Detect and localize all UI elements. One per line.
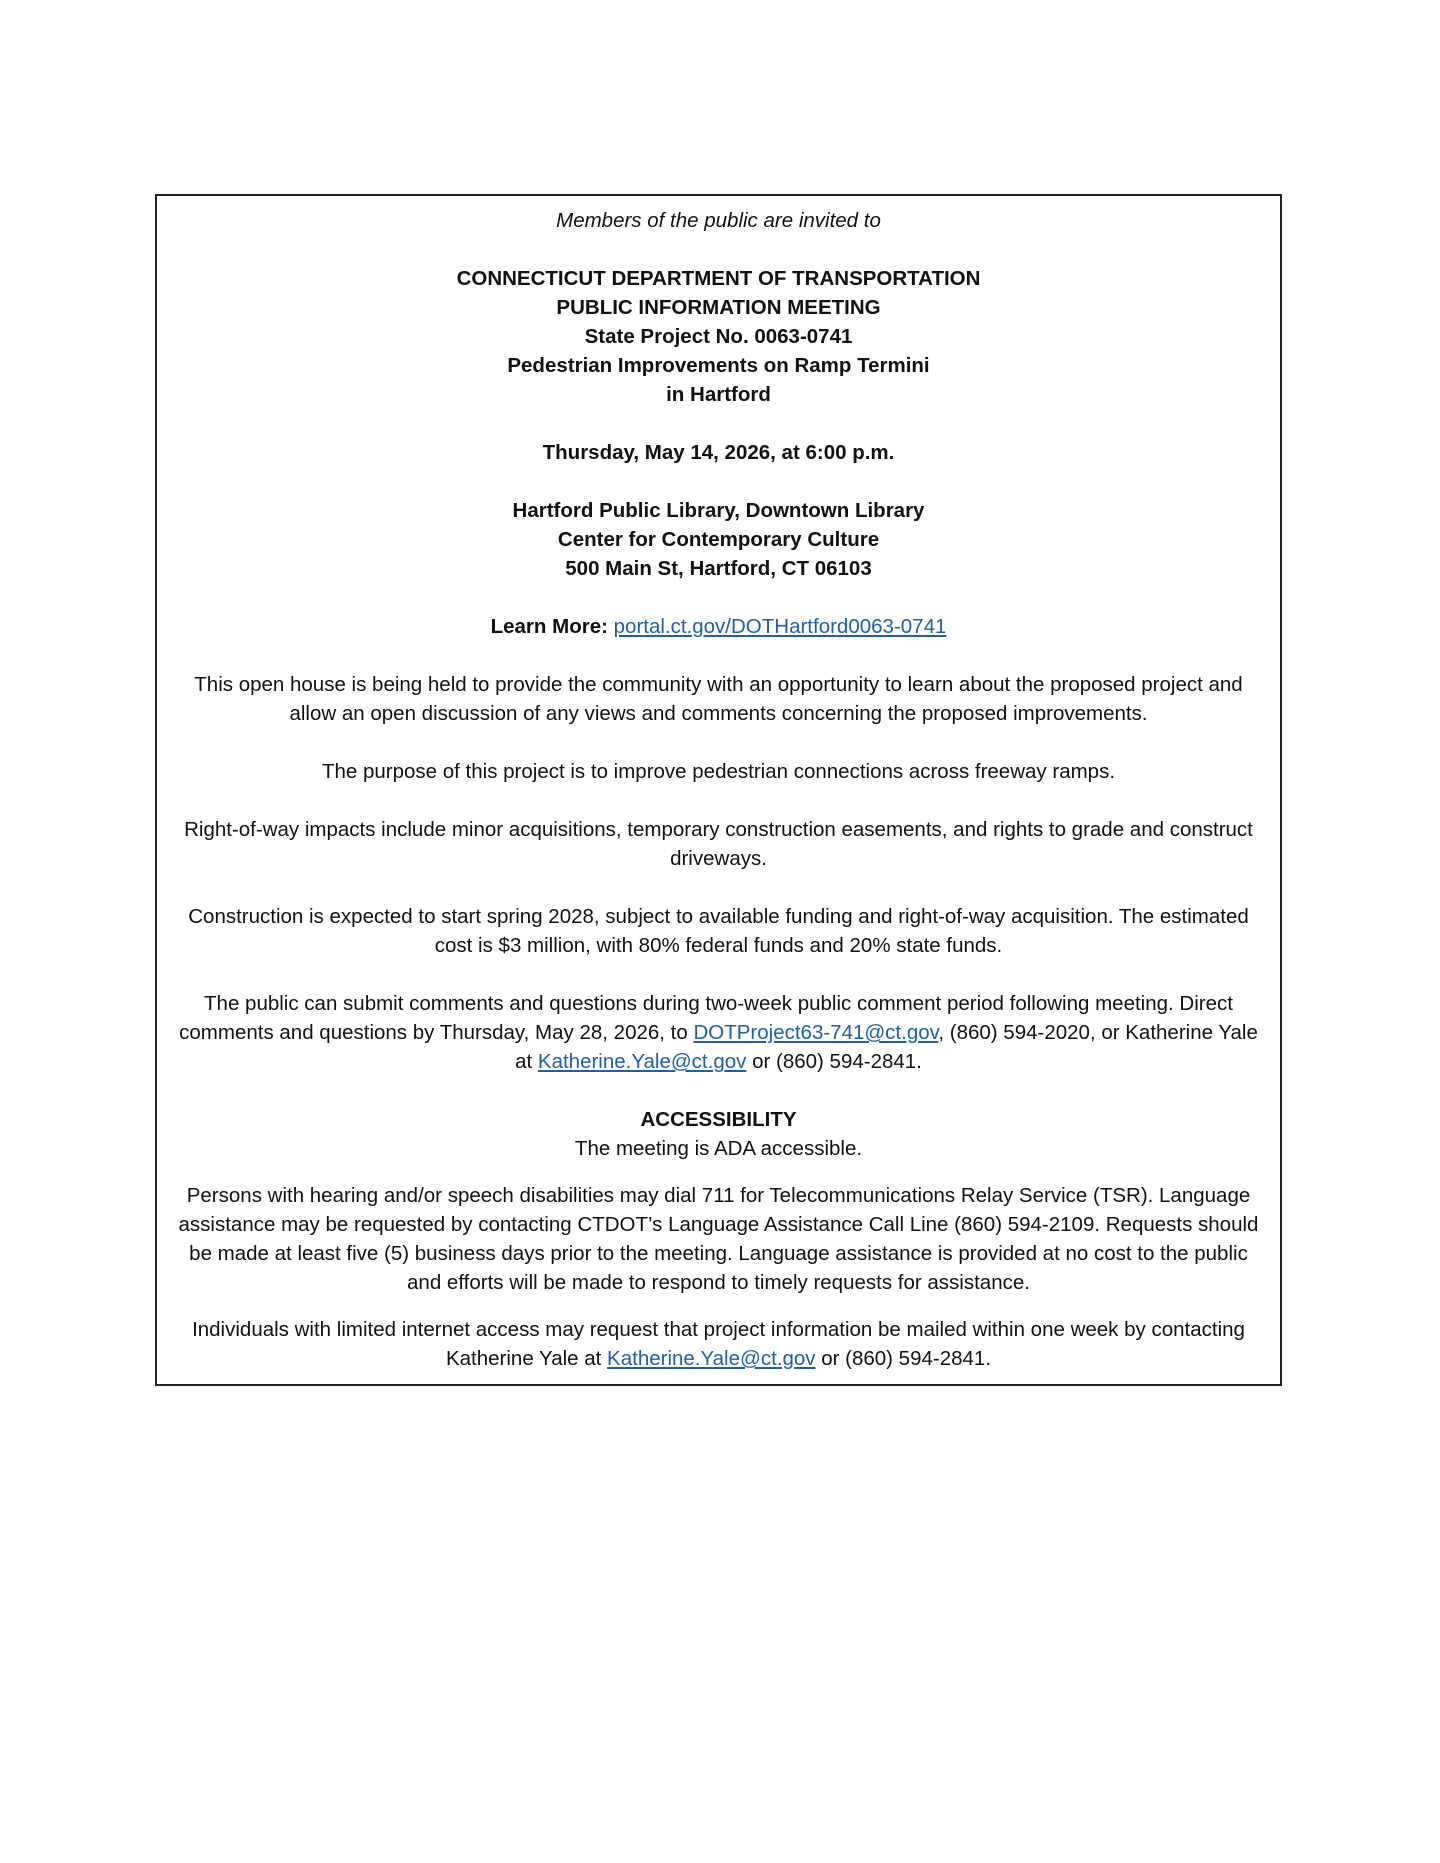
venue-name: Hartford Public Library, Downtown Library	[512, 499, 925, 522]
purpose-paragraph: The purpose of this project is to improve pedestrian connections across freeway ramps.	[321, 760, 1116, 783]
accessibility-heading: ACCESSIBILITY	[640, 1108, 797, 1131]
learn-more-label: Learn More:	[490, 615, 608, 638]
project-email-link[interactable]: DOTProject63-741@ct.gov	[693, 1021, 939, 1044]
comments-paragraph	[171, 989, 1266, 1076]
comments-text-1: The public can submit comments and questions during two-week public comment period following meeting. Direct comments and questions by Thursday, May 28, 2026, to	[179, 992, 1233, 1044]
venue-address: 500 Main St, Hartford, CT 06103	[565, 557, 872, 580]
language-assistance-paragraph: Persons with hearing and/or speech disabilities may dial 711 for Telecommunications Relay Service (TSR). Language assistance may be requested by contacting CTDOT’s Language Assistance Call Line (860) 594-2109. Requests should be made at least five (5) business days prior to the meeting. Language assistance is provided at no cost to the public and efforts will be made to respond to timely requests for assistance.	[178, 1184, 1259, 1294]
meeting-notice-box	[155, 194, 1282, 1386]
venue-block	[171, 496, 1266, 583]
department-title: CONNECTICUT DEPARTMENT OF TRANSPORTATION	[456, 267, 981, 290]
construction-paragraph: Construction is expected to start spring 2028, subject to available funding and right-of-way acquisition. The estimated cost is $3 million, with 80% federal funds and 20% state funds.	[188, 905, 1249, 957]
right-of-way-paragraph: Right-of-way impacts include minor acquisitions, temporary construction easements, and rights to grade and construct driveways.	[184, 818, 1253, 870]
learn-more-line	[171, 612, 1266, 641]
accessibility-statement: The meeting is ADA accessible.	[574, 1137, 863, 1160]
project-name: Pedestrian Improvements on Ramp Termini	[507, 354, 930, 377]
project-portal-link[interactable]: portal.ct.gov/DOTHartford0063-0741	[613, 615, 947, 638]
project-location: in Hartford	[666, 383, 771, 406]
project-number: State Project No. 0063-0741	[584, 325, 853, 348]
venue-room: Center for Contemporary Culture	[557, 528, 880, 551]
internet-access-paragraph	[171, 1315, 1266, 1373]
invitation-line: Members of the public are invited to	[556, 209, 881, 232]
comments-text-2: , (860) 594-2020, or Katherine Yale at	[515, 1021, 1258, 1073]
notice-title-block	[171, 264, 1266, 409]
contact-email-link[interactable]: Katherine.Yale@ct.gov	[537, 1050, 747, 1073]
meeting-date-time: Thursday, May 14, 2026, at 6:00 p.m.	[542, 441, 895, 464]
internet-text-2: or (860) 594-2841.	[815, 1347, 992, 1370]
internet-contact-email-link[interactable]: Katherine.Yale@ct.gov	[607, 1347, 816, 1370]
notice-content	[157, 196, 1280, 1373]
meeting-type-title: PUBLIC INFORMATION MEETING	[556, 296, 881, 319]
comments-text-3: or (860) 594-2841.	[746, 1050, 922, 1073]
open-house-paragraph: This open house is being held to provide the community with an opportunity to learn about the proposed project and allow an open discussion of any views and comments concerning the proposed improvements.	[194, 673, 1243, 725]
internet-text-1: Individuals with limited internet access may request that project information be mailed within one week by contacting Katherine Yale at	[192, 1318, 1245, 1370]
